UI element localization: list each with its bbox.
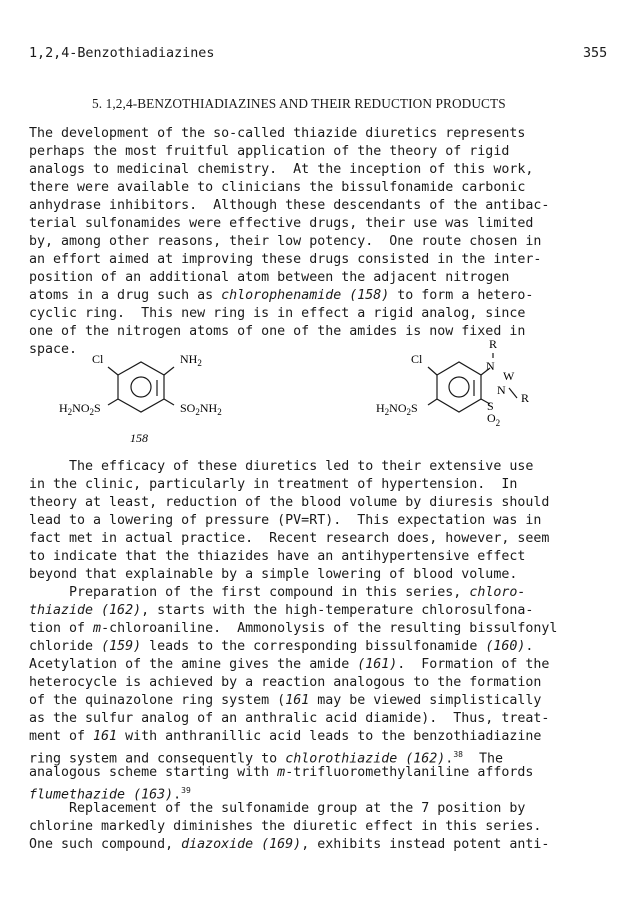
text-run: atoms in a drug such as [29,288,222,303]
text-run: there were available to clinicians the bissulfonamide carbonic [29,180,526,195]
text-run: heterocycle is achieved by a reaction analogous to the formation [29,675,542,690]
compound-label-158: 158 [130,431,148,445]
reference-superscript: 39 [181,786,191,795]
italic-text: 161 [285,693,310,708]
text-run: lead to a lowering of pressure (PV=RT). This expectation was in [29,513,542,528]
cl-label-158: Cl [92,352,104,366]
text-run: -chloroaniline. Ammonolysis of the resulting bissulfonyl [101,621,558,636]
text-run: leads to the corresponding bissulfonamide [141,639,486,654]
nh2-label-158: $NH_2$ [180,352,202,368]
italic-text: chloro- [469,585,526,600]
text-run: tion of [29,621,94,636]
italic-text: diazoxide (169) [181,837,302,852]
italic-text: 161 [93,729,118,744]
text-run: The efficacy of these diuretics led to their extensive use [29,459,534,474]
text-run: one of the nitrogen atoms of one of the amides is now fixed in [29,324,526,339]
section-title: 5. 1,2,4-BENZOTHIADIAZINES AND THEIR REDUCTION PRODUCTS [92,96,506,111]
italic-text: (160) [485,639,526,654]
h2no2s-label-158: $H_2NO_2S$ [59,401,101,417]
text-run: The development of the so-called thiazide diuretics represents [29,126,526,141]
text-run: in the clinic, particularly in treatment of hypertension. In [29,477,518,492]
page-number: 355 [583,46,608,61]
text-run: position of an additional atom between the adjacent nitrogen [29,270,510,285]
n-r-bond-right [509,388,517,398]
text-run: , exhibits instead potent anti- [301,837,550,852]
text-run: . Formation of the [397,657,550,672]
n2-label-right: N [497,383,506,397]
structure-158 [108,362,174,412]
text-line [29,692,541,710]
text-run: Replacement of the sulfonamide group at the 7 position by [29,801,526,816]
r-right-label: R [521,391,530,405]
text-run: One such compound, [29,837,182,852]
aromatic-circle-right [449,377,469,397]
italic-text: chlorothiazide (162) [285,751,446,767]
text-run: by, among other reasons, their low potency. One route chosen in [29,234,542,249]
italic-text: chlorophenamide (158) [221,288,390,303]
so2nh2-bond-158 [164,399,174,405]
text-line [29,620,557,638]
aromatic-circle-158 [131,377,151,397]
text-line [29,710,549,728]
text-run: may be viewed simplistically [309,693,542,708]
text-line [29,476,517,494]
text-run: an effort aimed at improving these drugs consisted in the inter- [29,252,542,267]
nh2-bond-158 [164,367,174,375]
text-run: The [462,751,503,767]
text-run: with anthranillic acid leads to the benzothiadiazine [117,729,542,744]
text-run: -trifluoromethylaniline affords [285,765,534,780]
text-run: . [525,639,534,654]
h2no2s-label-right: $H_2NO_2S$ [376,401,418,417]
italic-text: m [277,765,286,780]
cl-label-right: Cl [411,352,423,366]
text-line [29,458,533,476]
text-line [29,764,533,782]
text-run: cyclic ring. This new ring is in effect a rigid analog, since [29,306,526,321]
text-line [29,512,541,530]
text-run: ring system and consequently to [29,751,286,767]
o2-label-right: $O_2$ [487,411,501,428]
text-line [29,530,549,548]
text-line [29,494,549,512]
cl-bond-158 [108,367,118,375]
so2nh2-label-158: $SO_2NH_2$ [180,401,222,417]
italic-text: m [93,621,102,636]
text-line [29,836,549,854]
text-run: to form a hetero- [389,288,534,303]
running-title: 1,2,4-Benzothiadiazines [29,46,215,61]
cl-bond-right [428,367,437,375]
text-run: theory at least, reduction of the blood volume by diuresis should [29,495,550,510]
h2no2s-bond-right [428,399,437,405]
text-run: of the quinazolone ring system ( [29,693,286,708]
text-line [29,638,533,656]
text-run: Acetylation of the amine gives the amide [29,657,358,672]
text-run: ment of [29,729,94,744]
text-run: fact met in actual practice. Recent research does, however, seem [29,531,550,546]
text-run: . [173,787,182,803]
text-run: anhydrase inhibitors. Although these descendants of the antibac- [29,198,550,213]
text-run: chlorine markedly diminishes the diuretic effect in this series. [29,819,542,834]
h2no2s-bond-158 [108,399,118,405]
r-top-label: R [489,337,498,351]
italic-text: thiazide (162) [29,603,142,618]
s-label-right: S [487,399,494,413]
w-label-right: W [503,369,515,383]
text-line [29,800,525,818]
italic-text: flumethazide (163) [29,787,174,803]
text-run: beyond that explainable by a simple lowering of blood volume. [29,567,518,582]
text-run: analogous scheme starting with [29,765,278,780]
text-line [29,656,549,674]
text-run: , starts with the high-temperature chlorosulfona- [141,603,534,618]
text-run: analogs to medicinal chemistry. At the inception of this work, [29,162,534,177]
text-line [29,674,541,692]
text-run: . [445,751,454,767]
text-run: terial sulfonamides were effective drugs, their use was limited [29,216,534,231]
text-run: to indicate that the thiazides have an antihypertensive effect [29,549,526,564]
text-run: as the sulfur analog of an anthralic acid diamide). Thus, treat- [29,711,550,726]
text-line [29,818,541,836]
text-run: perhaps the most fruitful application of the theory of rigid [29,144,510,159]
italic-text: (159) [101,639,142,654]
text-run: Preparation of the first compound in this series, [29,585,470,600]
text-line [29,728,541,746]
n1-label-right: N [486,359,495,373]
text-line [29,584,525,602]
text-line [29,548,525,566]
text-run: space. [29,342,78,357]
italic-text: (161) [357,657,398,672]
text-run: chloride [29,639,102,654]
text-line [29,602,533,620]
reference-superscript: 38 [453,750,463,759]
text-line [29,566,517,584]
